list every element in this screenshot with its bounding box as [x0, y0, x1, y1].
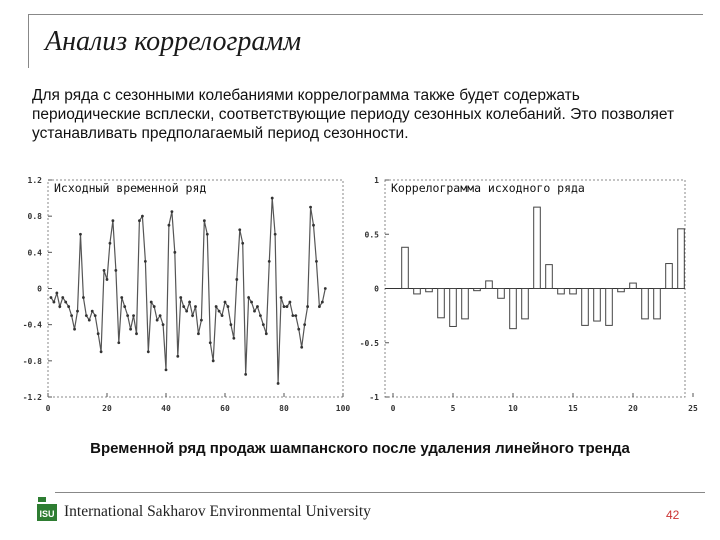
data-point	[64, 301, 67, 304]
data-point	[73, 328, 76, 331]
x-tick-label: 0	[390, 404, 396, 413]
data-point	[114, 269, 117, 272]
data-point	[97, 332, 100, 335]
x-tick-label: 100	[335, 404, 351, 413]
data-point	[61, 296, 64, 299]
y-tick-label: 1	[374, 176, 379, 185]
data-point	[232, 337, 235, 340]
y-tick-label: -0.8	[22, 356, 42, 366]
data-point	[159, 314, 162, 317]
data-point	[297, 328, 300, 331]
x-tick-label: 20	[102, 404, 112, 413]
data-point	[221, 314, 224, 317]
data-point	[126, 314, 129, 317]
correlation-bar	[402, 247, 409, 288]
correlation-bar	[678, 229, 685, 289]
data-point	[235, 278, 238, 281]
data-point	[274, 233, 277, 236]
data-point	[268, 260, 271, 263]
plot-frame	[48, 180, 343, 397]
data-point	[303, 323, 306, 326]
correlation-bar	[414, 289, 421, 294]
data-point	[85, 314, 88, 317]
data-point	[53, 301, 56, 304]
data-point	[321, 301, 324, 304]
data-point	[280, 296, 283, 299]
chart-title: Коррелограмма исходного ряда	[391, 181, 585, 195]
y-tick-label: -1	[369, 393, 379, 402]
x-tick-label: 25	[688, 404, 698, 413]
data-point	[203, 219, 206, 222]
data-point	[120, 296, 123, 299]
footer-organization: International Sakharov Environmental University	[64, 503, 371, 520]
correlogram-chart	[359, 172, 708, 422]
data-point	[265, 332, 268, 335]
correlation-bar	[558, 289, 565, 294]
correlation-bar	[594, 289, 601, 322]
data-point	[165, 368, 168, 371]
y-tick-label: 0	[37, 284, 42, 294]
data-point	[153, 305, 156, 308]
page-number: 42	[666, 508, 680, 522]
correlation-bar	[450, 289, 457, 327]
data-point	[112, 219, 115, 222]
correlation-bar	[486, 281, 493, 289]
data-point	[250, 301, 253, 304]
data-point	[256, 305, 259, 308]
data-point	[230, 323, 233, 326]
data-point	[76, 310, 79, 313]
figure-caption: Временной ряд продаж шампанского после удаления линейного тренда	[90, 440, 630, 457]
y-tick-label: -1.2	[22, 393, 42, 402]
data-point	[132, 314, 135, 317]
data-point	[117, 341, 120, 344]
correlation-bar	[462, 289, 469, 319]
left-border-line	[28, 14, 29, 68]
footer-divider	[55, 492, 705, 493]
data-point	[79, 233, 82, 236]
data-point	[277, 382, 280, 385]
data-point	[209, 341, 212, 344]
data-point	[188, 301, 191, 304]
data-point	[91, 310, 94, 313]
university-logo	[36, 496, 58, 522]
data-point	[191, 314, 194, 317]
y-tick-label: 0.8	[27, 212, 42, 222]
data-point	[200, 319, 203, 322]
data-point	[185, 310, 188, 313]
y-tick-label: -0.5	[359, 338, 379, 348]
data-point	[82, 296, 85, 299]
slide-body-text: Для ряда с сезонными колебаниями коррелограмма также будет содержать периодические всплески, соответствующие периоду сезонных колебаний. Это позволяет устанавливать предполагаемый период сезонности.	[32, 87, 675, 142]
correlation-bar	[582, 289, 589, 326]
data-point	[168, 224, 171, 227]
data-point	[94, 314, 97, 317]
data-point	[138, 219, 141, 222]
data-point	[318, 305, 321, 308]
data-point	[156, 319, 159, 322]
data-point	[109, 242, 112, 245]
correlation-bar	[426, 289, 433, 292]
data-point	[70, 314, 73, 317]
data-point	[283, 305, 286, 308]
correlation-bar	[498, 289, 505, 299]
data-point	[324, 287, 327, 290]
data-point	[55, 292, 58, 295]
data-point	[182, 305, 185, 308]
data-point	[247, 296, 250, 299]
data-point	[286, 305, 289, 308]
x-tick-label: 10	[508, 404, 518, 413]
data-point	[179, 296, 182, 299]
data-point	[224, 301, 227, 304]
data-point	[215, 305, 218, 308]
data-point	[173, 251, 176, 254]
chart-title: Исходный временной ряд	[54, 181, 207, 195]
data-point	[312, 224, 315, 227]
x-tick-label: 80	[279, 404, 289, 413]
data-point	[197, 332, 200, 335]
data-point	[194, 305, 197, 308]
top-border-line	[28, 14, 703, 15]
correlation-bar	[534, 207, 541, 288]
svg-text:ISU: ISU	[39, 509, 55, 519]
y-tick-label: 0.5	[364, 230, 379, 240]
data-point	[206, 233, 209, 236]
y-tick-label: 0.4	[27, 248, 42, 258]
data-point	[309, 206, 312, 209]
data-point	[150, 301, 153, 304]
data-point	[147, 350, 150, 353]
data-point	[106, 278, 109, 281]
data-point	[271, 197, 274, 200]
x-tick-label: 5	[450, 404, 456, 413]
correlation-bar	[438, 289, 445, 318]
data-point	[176, 355, 179, 358]
correlation-bar	[654, 289, 661, 319]
correlation-bar	[630, 283, 637, 288]
correlation-bar	[474, 289, 481, 291]
data-point	[227, 305, 230, 308]
x-tick-label: 60	[220, 404, 230, 413]
data-point	[212, 359, 215, 362]
data-point	[315, 260, 318, 263]
correlation-bar	[618, 289, 625, 292]
data-point	[67, 305, 70, 308]
data-point	[123, 305, 126, 308]
data-point	[171, 210, 174, 213]
data-point	[291, 314, 294, 317]
y-tick-label: 0	[374, 284, 379, 294]
series-line	[51, 198, 325, 383]
slide-title: Анализ коррелограмм	[45, 26, 302, 57]
data-point	[129, 328, 132, 331]
data-point	[88, 319, 91, 322]
correlation-bar	[606, 289, 613, 326]
y-tick-label: 1.2	[27, 176, 42, 185]
data-point	[218, 310, 221, 313]
data-point	[50, 296, 53, 299]
data-point	[100, 350, 103, 353]
data-point	[262, 323, 265, 326]
x-tick-label: 0	[45, 404, 51, 413]
data-point	[253, 310, 256, 313]
data-point	[294, 314, 297, 317]
correlation-bar	[666, 264, 673, 289]
time-series-chart	[8, 172, 353, 422]
correlation-bar	[510, 289, 517, 329]
correlation-bar	[546, 265, 553, 289]
y-tick-label: -0.4	[22, 320, 42, 330]
data-point	[300, 346, 303, 349]
data-point	[141, 215, 144, 218]
data-point	[103, 269, 106, 272]
data-point	[238, 228, 241, 231]
data-point	[135, 332, 138, 335]
correlation-bar	[522, 289, 529, 319]
data-point	[58, 305, 61, 308]
data-point	[289, 301, 292, 304]
data-point	[241, 242, 244, 245]
charts-area	[8, 172, 708, 422]
correlation-bar	[570, 289, 577, 294]
correlation-bar	[642, 289, 649, 319]
data-point	[306, 305, 309, 308]
x-tick-label: 40	[161, 404, 171, 413]
data-point	[162, 323, 165, 326]
x-tick-label: 20	[628, 404, 638, 413]
data-point	[144, 260, 147, 263]
data-point	[244, 373, 247, 376]
x-tick-label: 15	[568, 404, 578, 413]
data-point	[259, 314, 262, 317]
